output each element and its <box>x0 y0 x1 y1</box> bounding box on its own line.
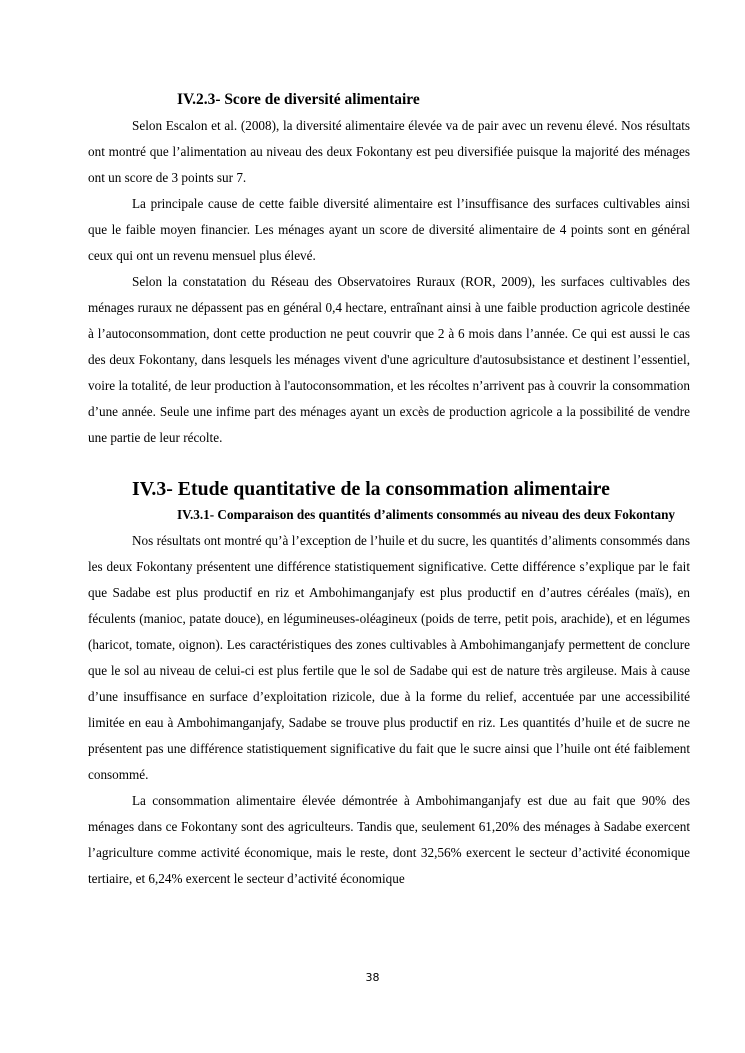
paragraph-ror-observation: Selon la constatation du Réseau des Observatoires Ruraux (ROR, 2009), les surfaces cultivables des ménages ruraux ne dépassent pas en général 0,4 hectare, entraînant ainsi à une faible production agricole destinée à l’autoconsommation, dont cette production ne peut couvrir que 2 à 6 mois dans l’année. Ce qui est aussi le cas des deux Fokontany, dans lesquels les ménages vivent d'une agriculture d'autosubsistance et destinent l’essentiel, voire la totalité, de leur production à l'autoconsommation, et les récoltes n’arrivent pas à couvrir la consommation d’une année. Seule une infime part des ménages ayant un excès de production agricole a la possibilité de vendre une partie de leur récolte. <box>88 274 690 445</box>
paragraph-diversity-cause: La principale cause de cette faible diversité alimentaire est l’insuffisance des surfaces cultivables ainsi que le faible moyen financier. Les ménages ayant un score de diversité alimentaire de 4 points sont en général ceux qui ont un revenu mensuel plus élevé. <box>88 196 690 263</box>
paragraph-diversity-income: Selon Escalon et al. (2008), la diversité alimentaire élevée va de pair avec un revenu élevé. Nos résultats ont montré que l’alimentation au niveau des deux Fokontany est peu diversifiée puisque la majorité des ménages ont un score de 3 points sur 7. <box>88 118 690 185</box>
document-body <box>88 87 690 892</box>
section-spacer <box>88 451 690 476</box>
paragraph-consumption-agriculture: La consommation alimentaire élevée démontrée à Ambohimanganjafy est due au fait que 90% des ménages dans ce Fokontany sont des agriculteurs. Tandis que, seulement 61,20% des ménages à Sadabe exercent l’agriculture comme activité économique, mais le reste, dont 32,56% exercent le secteur d’activité économique tertiaire, et 6,24% exercent le secteur d’activité économique <box>88 793 690 886</box>
page-number: 38 <box>365 971 380 984</box>
paragraph-quantity-comparison: Nos résultats ont montré qu’à l’exception de l’huile et du sucre, les quantités d’aliments consommés dans les deux Fokontany présentent une différence statistiquement significative. Cette différence s’explique par le fait que Sadabe est plus productif en riz et Ambohimanganjafy est plus productif en d’autres céréales (maïs), en féculents (manioc, patate douce), en légumineuses-oléagineux (poids de terre, petit pois, arachide), et en légumes (haricot, tomate, oignon). Les caractéristiques des zones cultivables à Ambohimanganjafy permettent de conclure que le sol au niveau de celui-ci est plus fertile que le sol de Sadabe qui est de nature très argileuse. Mais à cause d’une insuffisance en surface d’exploitation rizicole, due à la forme du relief, accentuée par une accessibilité limitée en eau à Ambohimanganjafy, Sadabe se trouve plus productif en riz. Les quantités d’huile et de sucre ne présentent pas une différence statistiquement significative du fait que le sucre ainsi que l’huile ont été faiblement consommé. <box>88 533 690 782</box>
heading-iv-2-3: IV.2.3- Score de diversité alimentaire <box>177 91 420 108</box>
heading-iv-3: IV.3- Etude quantitative de la consommation alimentaire <box>132 478 610 500</box>
heading-iv-3-1: IV.3.1- Comparaison des quantités d’aliments consommés au niveau des deux Fokontany <box>177 507 676 522</box>
